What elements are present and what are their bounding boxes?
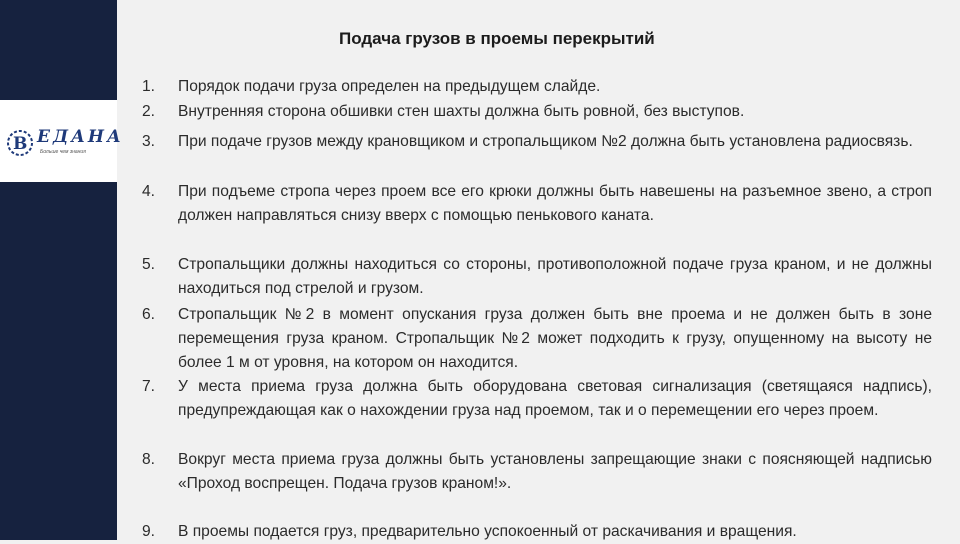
item-text: Стропальщик №2 в момент опускания груза должен быть вне проема и не должен быть в зоне перемещения груза краном. Стропальщик №2 может подходить к грузу, опущенному на высоту не более 1 м от уровня, на котором он находится. <box>178 306 932 371</box>
item-number: 1. <box>142 78 156 95</box>
item-number: 9. <box>142 523 156 540</box>
logo <box>0 100 124 182</box>
svg-text:В: В <box>13 134 28 154</box>
logo-tagline: Больше чем знания <box>40 149 86 155</box>
item-text: У места приема груза должна быть оборудована световая сигнализация (светящаяся надпись), предупреждающая как о нахождении груза над проемом, так и о перемещении его через проем. <box>178 378 932 419</box>
item-number: 4. <box>142 183 156 200</box>
item-text: При подаче грузов между крановщиком и стропальщиком №2 должна быть установлена радиосвязь. <box>178 133 913 150</box>
item-number: 7. <box>142 378 156 395</box>
item-number: 8. <box>142 451 156 468</box>
logo-text: ЕДАНА <box>37 127 124 147</box>
item-text: Вокруг места приема груза должны быть установлены запрещающие знаки с поясняющей надписью «Проход воспрещен. Подача грузов краном!». <box>178 451 932 492</box>
sidebar <box>0 0 117 540</box>
item-number: 5. <box>142 256 156 273</box>
item-text: Внутренняя сторона обшивки стен шахты должна быть ровной, без выступов. <box>178 103 745 120</box>
company-logo-icon <box>3 128 37 158</box>
slide-content <box>117 0 960 540</box>
item-text: При подъеме стропа через проем все его крюки должны быть навешены на разъемное звено, а строп должен направляться снизу вверх с помощью пенькового каната. <box>178 183 932 224</box>
item-number: 2. <box>142 103 156 120</box>
item-number: 3. <box>142 133 156 150</box>
item-text: Стропальщики должны находиться со стороны, противоположной подаче груза краном, и не должны находиться под стрелой и грузом. <box>178 256 932 297</box>
item-number: 6. <box>142 306 156 323</box>
slide-title: Подача грузов в проемы перекрытий <box>339 29 655 48</box>
item-text: Порядок подачи груза определен на предыдущем слайде. <box>178 78 601 95</box>
item-text: В проемы подается груз, предварительно успокоенный от раскачивания и вращения. <box>178 523 797 540</box>
